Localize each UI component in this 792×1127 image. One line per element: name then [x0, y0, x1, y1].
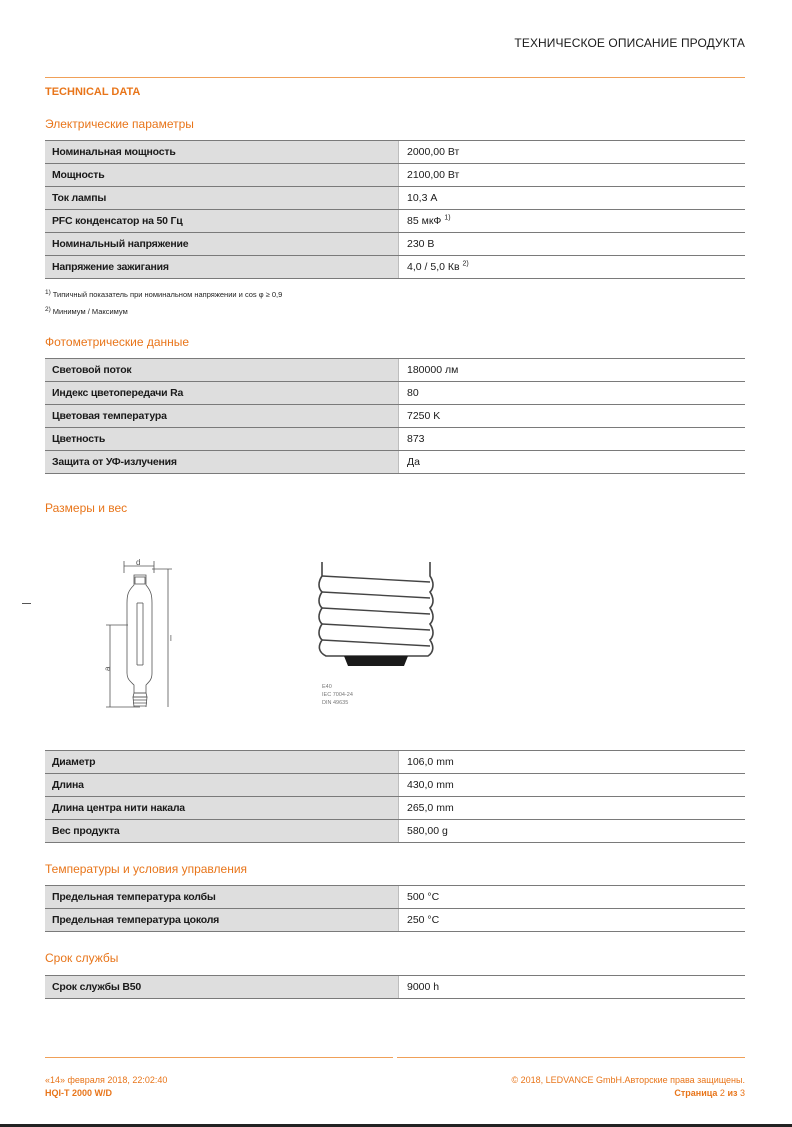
param-name: PFC конденсатор на 50 Гц [45, 210, 399, 233]
footnote-ref: 1) [444, 214, 451, 222]
param-value: 4,0 / 5,0 Кв $^{2)}$ [399, 256, 746, 279]
param-value: 2100,00 Вт [399, 164, 746, 187]
param-value: 80 [399, 382, 746, 405]
param-value: 10,3 А [399, 187, 746, 210]
param-value: 580,00 g [399, 820, 746, 843]
param-name: Длина [45, 774, 399, 797]
param-name: Номинальная мощность [45, 141, 399, 164]
footer-page-number: Страница 2 из 3 [674, 1088, 745, 1098]
param-value: 265,0 mm [399, 797, 746, 820]
param-value: Да [399, 451, 746, 474]
param-name: Предельная температура цоколя [45, 909, 399, 932]
param-name: Световой поток [45, 359, 399, 382]
drawing-label-a: a [103, 666, 112, 671]
table-row [45, 405, 745, 428]
param-value: 85 мкФ $^{1)}$ [399, 210, 746, 233]
param-name: Предельная температура колбы [45, 886, 399, 909]
base-label-iec: IEC 7004-24 [322, 692, 353, 698]
param-value: 873 [399, 428, 746, 451]
param-name: Срок службы B50 [45, 976, 399, 999]
table-row [45, 382, 745, 405]
param-value: 2000,00 Вт [399, 141, 746, 164]
table-row [45, 886, 745, 909]
param-name: Вес продукта [45, 820, 399, 843]
footnote-2: 2) Минимум / Максимум [45, 305, 128, 316]
footnote-1: 1) Типичный показатель при номинальном напряжении и cos φ ≥ 0,9 [45, 288, 283, 299]
base-label-e40: E40 [322, 684, 332, 690]
param-value: 500 °C [399, 886, 746, 909]
base-label-din: DIN 49635 [322, 700, 349, 706]
photometric-table [45, 358, 745, 474]
footnote-ref: 2) [462, 260, 469, 268]
param-name: Защита от УФ-излучения [45, 451, 399, 474]
lifetime-table [45, 975, 745, 999]
header-divider [45, 77, 745, 78]
param-name: Напряжение зажигания [45, 256, 399, 279]
footer-copyright: © 2018, LEDVANCE GmbH.Авторские права защищены. [511, 1075, 745, 1085]
table-row [45, 256, 745, 279]
temperatures-table [45, 885, 745, 932]
param-value: 7250 K [399, 405, 746, 428]
table-row [45, 164, 745, 187]
dimensions-table [45, 750, 745, 843]
base-contact [344, 656, 408, 666]
footer-divider-left [45, 1057, 393, 1058]
footer-divider-right [397, 1057, 745, 1058]
section-title-electrical: Электрические параметры [45, 117, 194, 131]
electrical-table [45, 140, 745, 279]
table-row [45, 233, 745, 256]
table-row [45, 141, 745, 164]
section-title-photometric: Фотометрические данные [45, 335, 190, 349]
table-row [45, 774, 745, 797]
section-title-dimensions: Размеры и вес [45, 501, 128, 515]
section-title-lifetime: Срок службы [45, 951, 119, 965]
param-value: 430,0 mm [399, 774, 746, 797]
table-row [45, 820, 745, 843]
param-name: Диаметр [45, 751, 399, 774]
footer-date: «14» февраля 2018, 22:02:40 [45, 1075, 168, 1085]
param-value: 250 °C [399, 909, 746, 932]
param-name: Номинальный напряжение [45, 233, 399, 256]
base-e40-drawing [318, 560, 436, 715]
section-title-temperatures: Температуры и условия управления [45, 862, 248, 876]
param-value: 230 В [399, 233, 746, 256]
param-value: 180000 лм [399, 359, 746, 382]
table-row [45, 428, 745, 451]
param-name: Индекс цветопередачи Ra [45, 382, 399, 405]
table-row [45, 797, 745, 820]
margin-mark [22, 603, 31, 604]
page-header-title: ТЕХНИЧЕСКОЕ ОПИСАНИЕ ПРОДУКТА [514, 36, 745, 50]
table-row [45, 451, 745, 474]
lamp-dimension-drawing [100, 555, 190, 715]
drawing-label-d: d [136, 558, 141, 567]
table-row [45, 909, 745, 932]
technical-data-label: TECHNICAL DATA [45, 86, 141, 98]
param-value: 106,0 mm [399, 751, 746, 774]
table-row [45, 210, 745, 233]
param-name: Цветность [45, 428, 399, 451]
param-name: Цветовая температура [45, 405, 399, 428]
table-row [45, 751, 745, 774]
table-row [45, 976, 745, 999]
footer-product: HQI-T 2000 W/D [45, 1088, 113, 1098]
drawing-label-l: l [170, 634, 172, 643]
param-name: Ток лампы [45, 187, 399, 210]
table-row [45, 359, 745, 382]
param-name: Длина центра нити накала [45, 797, 399, 820]
param-name: Мощность [45, 164, 399, 187]
param-value: 9000 h [399, 976, 746, 999]
table-row [45, 187, 745, 210]
